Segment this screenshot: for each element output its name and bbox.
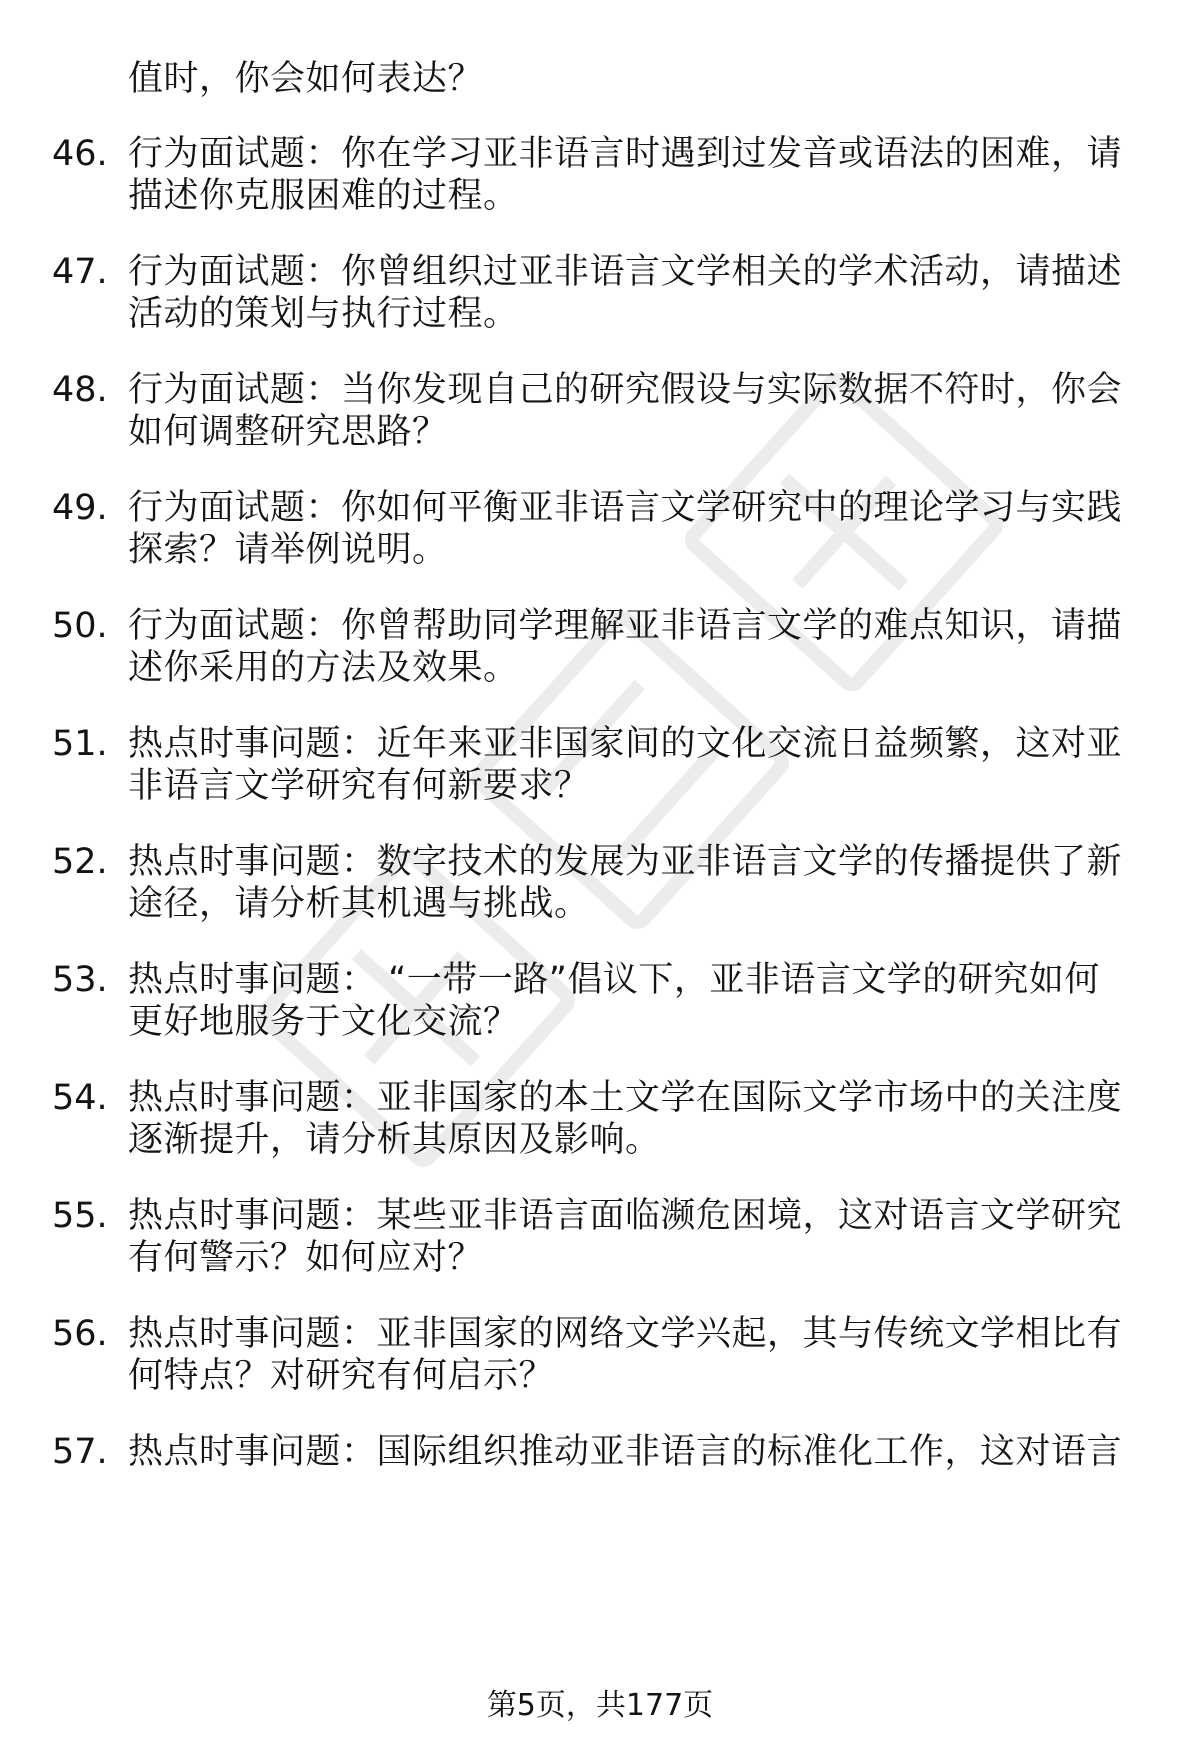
question-number: 54. — [52, 1078, 108, 1118]
continuation-line: 值时，你会如何表达？ — [128, 59, 484, 99]
question-number: 56. — [52, 1314, 108, 1354]
question-text-line: 热点时事问题：数字技术的发展为亚非语言文学的传播提供了新 — [128, 842, 1123, 882]
question-number: 53. — [52, 960, 108, 1000]
question-text-line: 描述你克服困难的过程。 — [128, 176, 519, 216]
question-number: 50. — [52, 606, 108, 646]
question-text-line: 更好地服务于文化交流？ — [128, 1002, 519, 1042]
question-text-line: 行为面试题：当你发现自己的研究假设与实际数据不符时，你会 — [128, 370, 1123, 410]
question-text-line: 行为面试题：你曾组织过亚非语言文学相关的学术活动，请描述 — [128, 252, 1123, 292]
question-number: 57. — [52, 1432, 108, 1472]
question-text-line: 非语言文学研究有何新要求？ — [128, 766, 590, 806]
question-text-line: 热点时事问题：某些亚非语言面临濒危困境，这对语言文学研究 — [128, 1196, 1123, 1236]
question-text-line: 热点时事问题： “一带一路”倡议下，亚非语言文学的研究如何 — [128, 960, 1100, 1000]
question-number: 55. — [52, 1196, 108, 1236]
question-number: 48. — [52, 370, 108, 410]
question-text-line: 何特点？对研究有何启示？ — [128, 1356, 555, 1396]
question-text-line: 热点时事问题：近年来亚非国家间的文化交流日益频繁，这对亚 — [128, 724, 1123, 764]
page-footer: 第5页，共177页 — [486, 1688, 714, 1723]
question-number: 46. — [52, 134, 108, 174]
question-text-line: 热点时事问题：亚非国家的本土文学在国际文学市场中的关注度 — [128, 1078, 1123, 1118]
question-number: 47. — [52, 252, 108, 292]
question-text-line: 行为面试题：你在学习亚非语言时遇到过发音或语法的困难，请 — [128, 134, 1123, 174]
question-text-line: 行为面试题：你如何平衡亚非语言文学研究中的理论学习与实践 — [128, 488, 1123, 528]
question-text-line: 逐渐提升，请分析其原因及影响。 — [128, 1120, 661, 1160]
question-text-line: 热点时事问题：亚非国家的网络文学兴起，其与传统文学相比有 — [128, 1314, 1123, 1354]
question-text-line: 如何调整研究思路？ — [128, 412, 448, 452]
question-text-line: 活动的策划与执行过程。 — [128, 294, 519, 334]
question-number: 51. — [52, 724, 108, 764]
question-text-line: 探索？请举例说明。 — [128, 530, 448, 570]
question-text-line: 热点时事问题：国际组织推动亚非语言的标准化工作，这对语言 — [128, 1432, 1123, 1472]
question-text-line: 述你采用的方法及效果。 — [128, 648, 519, 688]
question-number: 49. — [52, 488, 108, 528]
question-text-line: 有何警示？如何应对？ — [128, 1238, 484, 1278]
question-text-line: 行为面试题：你曾帮助同学理解亚非语言文学的难点知识，请描 — [128, 606, 1123, 646]
question-text-line: 途径，请分析其机遇与挑战。 — [128, 884, 590, 924]
question-number: 52. — [52, 842, 108, 882]
